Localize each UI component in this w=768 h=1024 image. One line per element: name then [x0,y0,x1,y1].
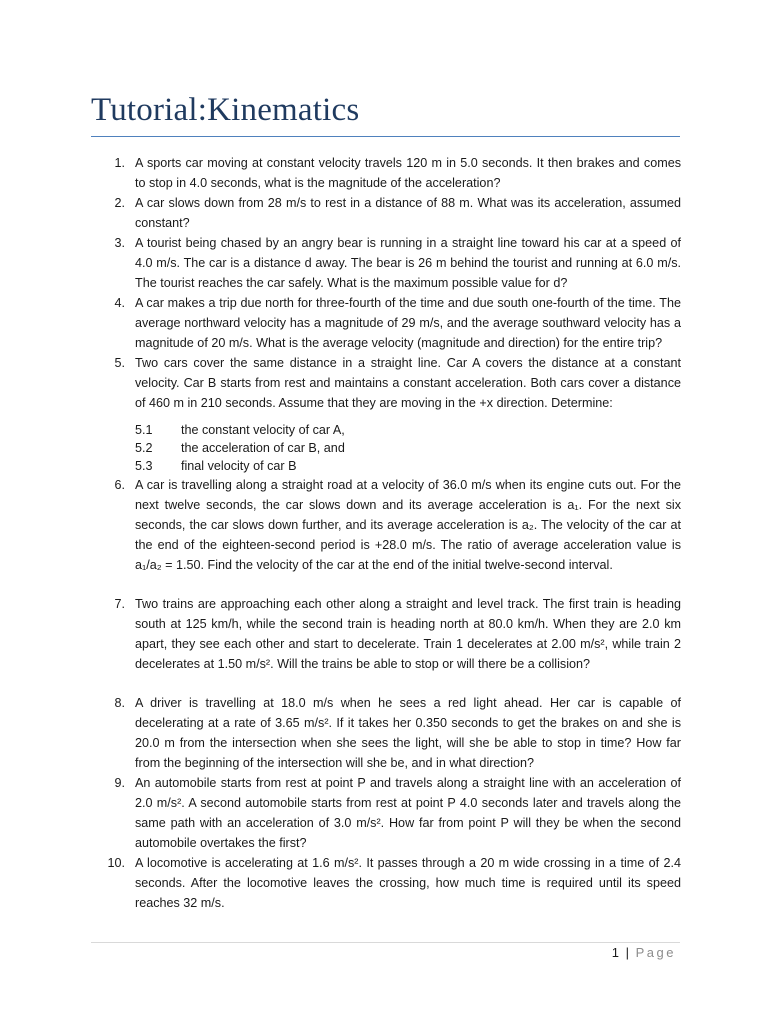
question-list [91,153,681,913]
title-underline [91,136,680,137]
footer-separator: | [625,945,629,960]
sub-question-number: 5.2 [135,441,153,455]
tutorial-body [91,153,681,913]
question-text: A car is travelling along a straight road at a velocity of 36.0 m/s when its engine cuts out. For the next twelve seconds, the car slows down and its average acceleration is a₁. For the next six seconds, the car slows down further, and its average acceleration is a₂. The velocity of the car at the end of the eighteen-second period is +28.0 m/s. The ratio of average acceleration value is a₁/a₂ = 1.50. Find the velocity of the car at the end of the initial twelve-second interval. [135,478,681,572]
question-item-7 [91,594,681,674]
question-text: A sports car moving at constant velocity travels 120 m in 5.0 seconds. It then brakes and comes to stop in 4.0 seconds, what is the magnitude of the acceleration? [135,156,681,190]
question-number: 10. [107,856,125,870]
question-text: A car slows down from 28 m/s to rest in a distance of 88 m. What was its acceleration, assumed constant? [135,196,681,230]
question-item-3 [91,233,681,293]
question-item-9 [91,773,681,853]
question-number: 9. [114,776,125,790]
question-item-4 [91,293,681,353]
question-number: 5. [114,356,125,370]
question-text: A locomotive is accelerating at 1.6 m/s². It passes through a 20 m wide crossing in a time of 2.4 seconds. After the locomotive leaves the crossing, how much time is required until its speed reaches 32 m/s. [135,856,681,910]
sub-question-item [135,421,681,439]
question-number: 3. [114,236,125,250]
question-number: 6. [114,478,125,492]
question-number: 8. [114,696,125,710]
sub-question-text: the constant velocity of car A, [181,423,345,437]
question-item-1 [91,153,681,193]
question-text: Two trains are approaching each other along a straight and level track. The first train is heading south at 125 km/h, while the second train is heading north at 80.0 km/h. When they are 2.0 km apart, they see each other and start to decelerate. Train 1 decelerates at 2.00 m/s², while train 2 decelerates at 1.50 m/s². Will the trains be able to stop or will there be a collision? [135,597,681,671]
question-item-8 [91,693,681,773]
sub-question-item [135,439,681,457]
question-text: An automobile starts from rest at point P and travels along a straight line with an acceleration of 2.0 m/s². A second automobile starts from rest at point P 4.0 seconds later and travels along the same path with an acceleration of 3.0 m/s². How far from point P will they be when the second automobile overtakes the first? [135,776,681,850]
sub-question-list [135,421,681,475]
question-number: 1. [114,156,125,170]
sub-question-number: 5.1 [135,423,153,437]
page-label: Page [635,945,676,960]
sub-question-text: final velocity of car B [181,459,297,473]
question-item-6 [91,475,681,575]
page-footer [612,945,676,960]
question-number: 7. [114,597,125,611]
question-text: A tourist being chased by an angry bear is running in a straight line toward his car at a speed of 4.0 m/s. The car is a distance d away. The bear is 26 m behind the tourist and running at 6.0 m/s. The tourist reaches the car safely. What is the maximum possible value for d? [135,236,681,290]
document-title: Tutorial:Kinematics [91,92,360,128]
question-item-5 [91,353,681,475]
page-number: 1 [611,945,619,960]
question-number: 4. [114,296,125,310]
question-item-2 [91,193,681,233]
sub-question-number: 5.3 [135,459,153,473]
question-text: A car makes a trip due north for three-fourth of the time and due south one-fourth of the time. The average northward velocity has a magnitude of 29 m/s, and the average southward velocity has a magnitude of 20 m/s. What is the average velocity (magnitude and direction) for the entire trip? [135,296,681,350]
footer-divider [91,942,680,943]
question-item-10 [91,853,681,913]
question-text: A driver is travelling at 18.0 m/s when he sees a red light ahead. Her car is capable of decelerating at a rate of 3.65 m/s². If it takes her 0.350 seconds to get the brakes on and she is 20.0 m from the intersection when she sees the light, will she be able to stop in time? How far from the beginning of the intersection will she be, and in what direction? [135,696,681,770]
sub-question-item [135,457,681,475]
question-number: 2. [114,196,125,210]
question-text: Two cars cover the same distance in a straight line. Car A covers the distance at a constant velocity. Car B starts from rest and maintains a constant acceleration. Both cars cover a distance of 460 m in 210 seconds. Assume that they are moving in the +x direction. Determine: [135,356,681,410]
sub-question-text: the acceleration of car B, and [181,441,345,455]
